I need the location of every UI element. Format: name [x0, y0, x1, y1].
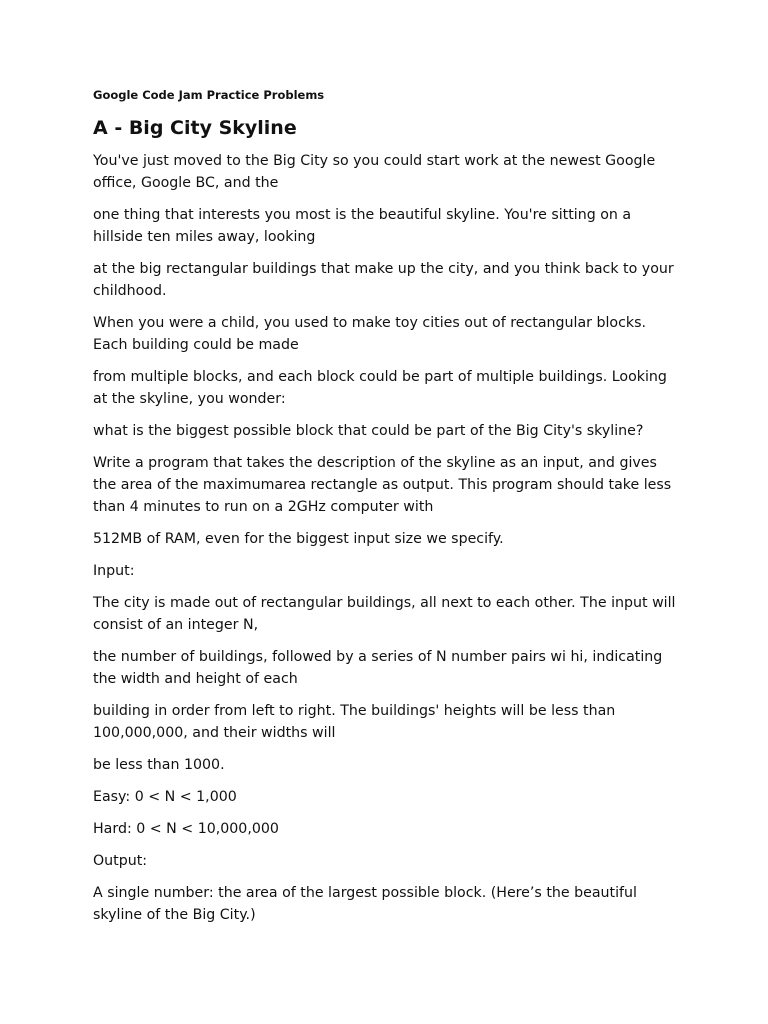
constraint-easy: Easy: 0 < N < 1,000: [93, 789, 237, 805]
document-page: [93, 87, 683, 936]
paragraph: what is the biggest possible block that could be part of the Big City's skyline?: [93, 423, 644, 439]
paragraph: Write a program that takes the description of the skyline as an input, and gives the area of the maximumarea rectangle as output. This program should take less than 4 minutes to run on a 2GHz computer with: [93, 455, 672, 515]
section-label-output: Output:: [93, 853, 148, 869]
paragraph: The city is made out of rectangular buildings, all next to each other. The input will consist of an integer N,: [93, 595, 676, 633]
paragraph: building in order from left to right. The buildings' heights will be less than 100,000,000, and their widths will: [93, 703, 616, 741]
paragraph: When you were a child, you used to make toy cities out of rectangular blocks. Each building could be made: [93, 315, 647, 353]
paragraph: be less than 1000.: [93, 757, 225, 773]
document-header: Google Code Jam Practice Problems: [93, 88, 325, 102]
paragraph: 512MB of RAM, even for the biggest input size we specify.: [93, 531, 504, 547]
paragraph: one thing that interests you most is the beautiful skyline. You're sitting on a hillside ten miles away, looking: [93, 207, 632, 245]
problem-title: A - Big City Skyline: [93, 117, 297, 139]
paragraph: the number of buildings, followed by a series of N number pairs wi hi, indicating the width and height of each: [93, 649, 663, 687]
paragraph: at the big rectangular buildings that make up the city, and you think back to your childhood.: [93, 261, 674, 299]
section-label-input: Input:: [93, 563, 135, 579]
constraint-hard: Hard: 0 < N < 10,000,000: [93, 821, 279, 837]
paragraph: A single number: the area of the largest possible block. (Here’s the beautiful skyline of the Big City.): [93, 885, 637, 923]
paragraph: from multiple blocks, and each block could be part of multiple buildings. Looking at the skyline, you wonder:: [93, 369, 667, 407]
paragraph: You've just moved to the Big City so you could start work at the newest Google office, Google BC, and the: [93, 153, 656, 191]
